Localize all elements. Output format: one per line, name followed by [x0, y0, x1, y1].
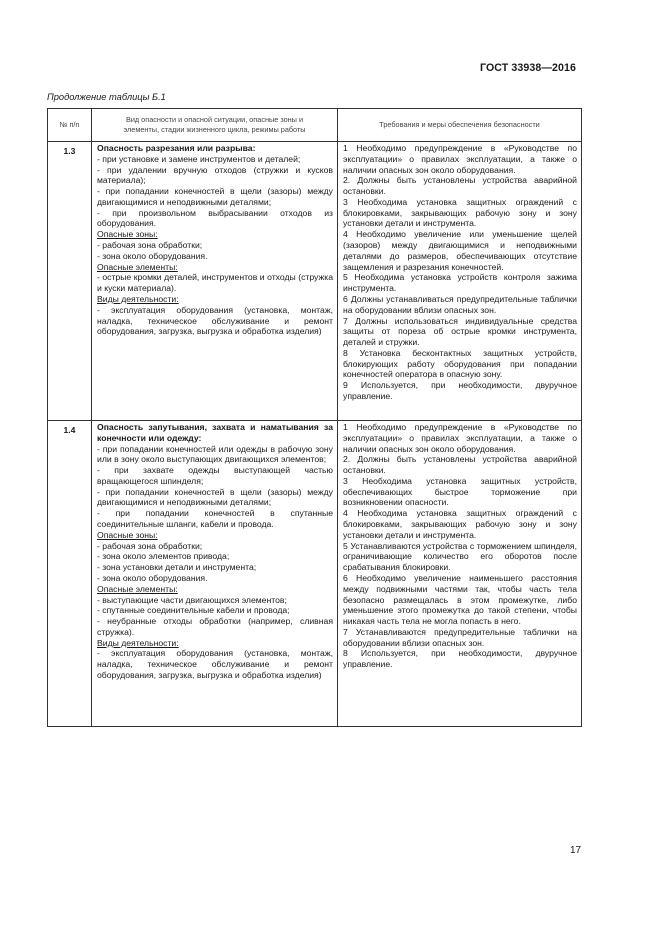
requirement-item: 5 Устанавливаются устройства с торможением шпинделя, ограничивающие количество его оборотов после срабатывания блокировки.: [343, 540, 577, 573]
requirement-item: 3 Необходима установка защитных ограждений с блокировками, закрывающих рабочую зону и зону установки детали и инструмента.: [343, 196, 577, 229]
column-header-hazard: Вид опасности и опасной ситуации, опасные зоны и элементы, стадии жизненного цикла, режимы работы: [92, 109, 338, 142]
requirement-item: 4 Необходимо увеличение или уменьшение щелей (зазоров) между двигающимися и неподвижными деталями до размеров, обеспечивающих отсутствие защемления и разрезания конечностей.: [343, 229, 577, 272]
requirements-cell: [338, 421, 582, 727]
section-heading-zones: Опасные зоны:: [97, 529, 158, 540]
table-row: [48, 142, 582, 421]
requirement-item: 4 Необходима установка защитных ограждений с блокировками, закрывающих рабочую зону и зону установки детали и инструмента.: [343, 508, 577, 540]
row-number: 1.4: [48, 421, 92, 727]
requirement-item: 1 Необходимо предупреждение в «Руководстве по эксплуатации» о правилах эксплуатации, а также о наличии опасных зон около оборудования.: [343, 422, 577, 454]
standard-number: ГОСТ 33938—2016: [480, 62, 577, 74]
hazard-line: - при попадании конечностей в щели (зазоры) между двигающимися и неподвижными деталями;: [97, 186, 333, 207]
row-number: 1.3: [48, 142, 92, 421]
hazard-line: - острые кромки деталей, инструментов и отходы (стружка и куски материала).: [97, 272, 333, 294]
page-number: 17: [570, 845, 582, 856]
column-header-requirements: Требования и меры обеспечения безопасности: [338, 109, 582, 142]
requirement-item: 7 Должны использоваться индивидуальные средства защиты от пореза об острые кромки инструмента, деталей и стружки.: [343, 315, 577, 348]
hazard-line: - при захвате одежды выступающей частью вращающегося шпинделя;: [97, 465, 333, 486]
requirement-item: 8 Используется, при необходимости, двуручное управление.: [343, 648, 577, 670]
requirements-cell: [338, 142, 582, 421]
requirement-item: 5 Необходима установка устройств контроля зажима инструмента.: [343, 272, 577, 294]
table-header-row: [48, 109, 582, 142]
requirement-item: 7 Устанавливаются предупредительные таблички на оборудовании вблизи опасных зон.: [343, 626, 577, 648]
hazard-title: Опасность запутывания, захвата и наматывания за конечности или одежду:: [97, 422, 333, 443]
hazard-line: - выступающие части двигающихся элементов;: [97, 594, 287, 605]
hazard-line: - неубранные отходы обработки (например, сливная стружка).: [97, 616, 333, 637]
table-continuation-caption: Продолжение таблицы Б.1: [47, 92, 166, 102]
table-row: [48, 421, 582, 727]
hazard-title: Опасность разрезания или разрыва:: [97, 143, 256, 153]
hazard-line: - при попадании конечностей или одежды в рабочую зону или в зону около выступающих двигающихся элементов;: [97, 443, 333, 465]
hazard-line: - зона около оборудования.: [97, 250, 208, 261]
section-heading-activities: Виды деятельности:: [97, 637, 179, 648]
section-heading-zones: Опасные зоны:: [97, 229, 158, 240]
hazard-line: - рабочая зона обработки;: [97, 540, 203, 551]
section-heading-activities: Виды деятельности:: [97, 293, 179, 304]
column-header-number: № п/п: [48, 109, 92, 142]
requirement-item: 8 Установка бесконтактных защитных устройств, блокирующих работу оборудования при попадании конечностей оператора в опасную зону.: [343, 347, 577, 380]
requirement-item: 6 Необходимо увеличение наименьшего расстояния между подвижными частями так, чтобы часть тела безопасно размещалась в этом промежутке, либо уменьшение этого промежутка до такой степени, чтобы никакая часть тела не могла попасть в него.: [343, 572, 577, 627]
section-heading-elements: Опасные элементы:: [97, 583, 178, 594]
requirement-item: 1 Необходимо предупреждение в «Руководстве по эксплуатации» о правилах эксплуатации, а также о наличии опасных зон около оборудования.: [343, 143, 577, 175]
requirement-item: 3 Необходима установка защитных устройств, обеспечивающих быстрое торможение при возникновении опасности.: [343, 475, 577, 508]
hazard-line: - рабочая зона обработки;: [97, 240, 203, 251]
hazard-line: - зона установки детали и инструмента;: [97, 562, 257, 573]
safety-requirements-table: [47, 108, 582, 727]
hazard-line: - при установке и замене инструментов и деталей;: [97, 153, 301, 164]
requirement-item: 6 Должны устанавливаться предупредительные таблички на оборудовании вблизи опасных зон.: [343, 293, 577, 315]
hazard-cell: [92, 421, 338, 727]
section-heading-elements: Опасные элементы:: [97, 261, 178, 272]
hazard-cell: [92, 142, 338, 421]
hazard-line: - зона около элементов привода;: [97, 551, 230, 562]
requirement-item: 9 Используется, при необходимости, двуручное управление.: [343, 380, 577, 401]
hazard-line: - при произвольном выбрасывании отходов из оборудования.: [97, 207, 333, 229]
hazard-line: - эксплуатация оборудования (установка, монтаж, наладка, техническое обслуживание и ремонт оборудования, загрузка, выгрузка и обработка изделия): [97, 304, 333, 337]
hazard-line: - при удалении вручную отходов (стружки и кусков материала);: [97, 164, 333, 186]
requirement-item: 2. Должны быть установлены устройства аварийной остановки.: [343, 175, 577, 197]
hazard-line: - при попадании конечностей в щели (зазоры) между двигающимися и неподвижными деталями;: [97, 486, 333, 508]
hazard-line: - эксплуатация оборудования (установка, монтаж, наладка, техническое обслуживание и ремонт оборудования, загрузка, выгрузка и обработка изделия): [97, 648, 333, 680]
hazard-line: - спутанные соединительные кабели и провода;: [97, 605, 290, 616]
hazard-line: - при попадании конечностей в спутанные соединительные шланги, кабели и провода.: [97, 508, 333, 530]
hazard-line: - зона около оборудования.: [97, 572, 208, 583]
requirement-item: 2. Должны быть установлены устройства аварийной остановки.: [343, 454, 577, 476]
